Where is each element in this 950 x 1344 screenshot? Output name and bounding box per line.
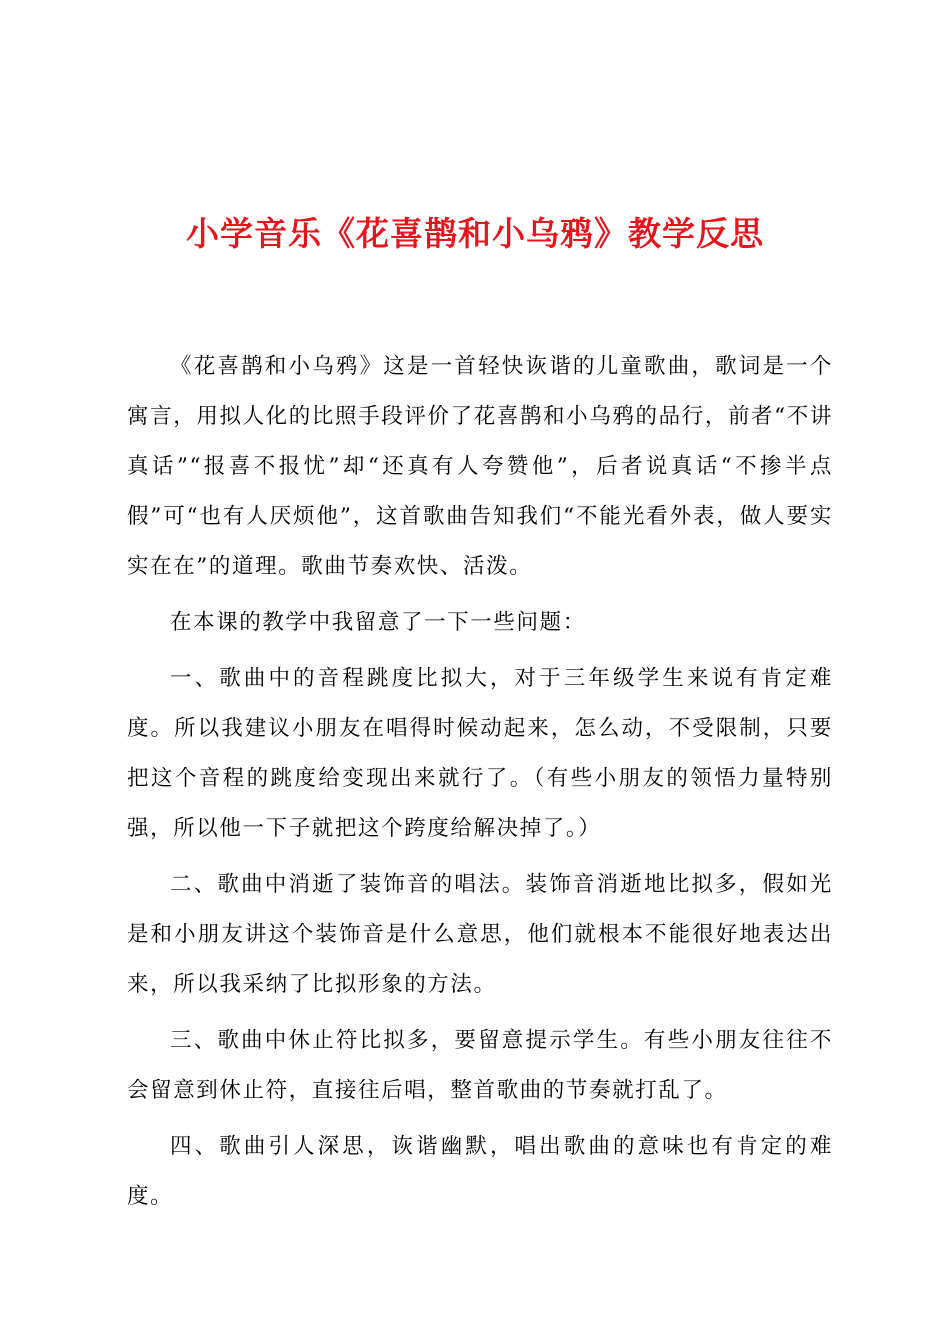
- paragraph-point-1: 一、歌曲中的音程跳度比拟大，对于三年级学生来说有肯定难度。所以我建议小朋友在唱得时候动起来，怎么动，不受限制，只要把这个音程的跳度给变现出来就行了。（有些小朋友的领悟力量特别强，所以他一下子就把这个跨度给解决掉了。）: [127, 666, 833, 841]
- paragraph-issues-lead: 在本课的教学中我留意了一下一些问题：: [170, 610, 586, 635]
- document-title: 小学音乐《花喜鹊和小乌鸦》教学反思: [186, 214, 764, 253]
- paragraph-point-2: 二、歌曲中消逝了装饰音的唱法。装饰音消逝地比拟多，假如光是和小朋友讲这个装饰音是什么意思，他们就根本不能很好地表达出来，所以我采纳了比拟形象的方法。: [127, 872, 833, 997]
- paragraph-intro: 《花喜鹊和小乌鸦》这是一首轻快诙谐的儿童歌曲，歌词是一个寓言，用拟人化的比照手段评价了花喜鹊和小乌鸦的品行，前者“不讲真话”“报喜不报忧”却“还真有人夸赞他”，后者说真话“不掺半点假”可“也有人厌烦他”，这首歌曲告知我们“不能光看外表，做人要实实在在”的道理。歌曲节奏欢快、活泼。: [127, 354, 833, 579]
- paragraph-point-4: 四、歌曲引人深思，诙谐幽默，唱出歌曲的意味也有肯定的难度。: [127, 1134, 833, 1209]
- document-body: [127, 342, 833, 1228]
- paragraph-point-3: 三、歌曲中休止符比拟多，要留意提示学生。有些小朋友往往不会留意到休止符，直接往后唱，整首歌曲的节奏就打乱了。: [127, 1028, 833, 1103]
